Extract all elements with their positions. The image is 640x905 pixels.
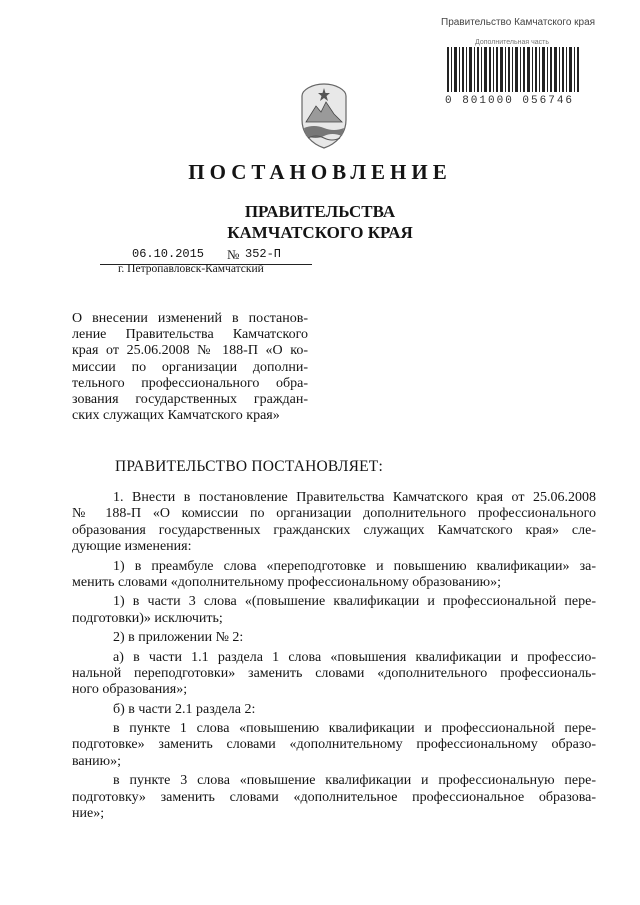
stamp-title: Правительство Камчатского края — [441, 17, 596, 28]
subject-line: ление Правительства Камчатского — [72, 327, 308, 343]
body-line: дующие изменения: — [72, 539, 192, 555]
stamp-subtitle: Дополнительная часть — [475, 39, 550, 46]
body-line: 2) в приложении № 2: — [113, 630, 244, 646]
body-line: в пункте 1 слова «повышению квалификации и профессиональной пере- — [113, 721, 596, 737]
body-line: менить словами «дополнительному профессиональному образованию»; — [72, 574, 502, 590]
document-title: ПОСТАНОВЛЕНИЕ — [188, 160, 452, 184]
body-line: подготовку» заменить словами «дополнительное профессиональное образова- — [72, 789, 596, 805]
issuer-line-1: ПРАВИТЕЛЬСТВА — [244, 202, 396, 221]
issuer-line-2: КАМЧАТСКОГО КРАЯ — [227, 223, 413, 242]
coat-of-arms-icon — [296, 82, 352, 150]
body-line: подготовке» заменить словами «дополнительному профессиональному образо- — [72, 737, 596, 753]
body-line: 1. Внести в постановление Правительства Камчатского края от 25.06.2008 — [113, 490, 596, 505]
number-sign: № — [227, 247, 240, 262]
document-date: 06.10.2015 — [132, 247, 205, 261]
body-line: б) в части 2.1 раздела 2: — [113, 701, 256, 717]
subject-line: тельного профессионального обра- — [72, 375, 308, 391]
body-line: а) в части 1.1 раздела 1 слова «повышения квалификации и профессио- — [113, 649, 596, 665]
subject-line: миссии по организации дополни- — [72, 359, 308, 375]
decree-heading: ПРАВИТЕЛЬСТВО ПОСТАНОВЛЯЕТ: — [115, 458, 383, 475]
body-line: № 188-П «О комиссии по организации дополнительного профессионального — [72, 506, 596, 522]
subject-line: О внесении изменений в постанов- — [72, 311, 308, 326]
body-line: нальной переподготовки» заменить словами «дополнительного профессиональ- — [72, 665, 596, 681]
document-city: г. Петропавловск-Камчатский — [118, 263, 264, 275]
body-line: 1) в преамбуле слова «переподготовке и повышению квалификации» за- — [113, 558, 596, 574]
body-line: в пункте 3 слова «повышение квалификации и профессиональную пере- — [113, 773, 596, 789]
body-line: подготовки)» исключить; — [72, 610, 223, 626]
body-line: ние»; — [72, 806, 105, 822]
document-subject — [72, 311, 308, 424]
document-number: 352-П — [245, 247, 282, 261]
subject-line: ских служащих Камчатского края» — [72, 408, 280, 424]
subject-line: зования государственных граждан- — [72, 392, 308, 408]
barcode-icon — [445, 47, 580, 92]
subject-line: края от 25.06.2008 № 188-П «О ко- — [72, 343, 308, 359]
registration-stamp — [425, 15, 596, 107]
body-line: образования государственных гражданских служащих Камчатского края» сле- — [72, 522, 596, 538]
body-line: ного образования»; — [72, 682, 188, 698]
body-line: ванию»; — [72, 753, 121, 769]
document-body — [72, 490, 596, 822]
stamp-number: 0 801000 056746 — [445, 95, 575, 107]
body-line: 1) в части 3 слова «(повышение квалификации и профессиональной пере- — [113, 594, 596, 610]
